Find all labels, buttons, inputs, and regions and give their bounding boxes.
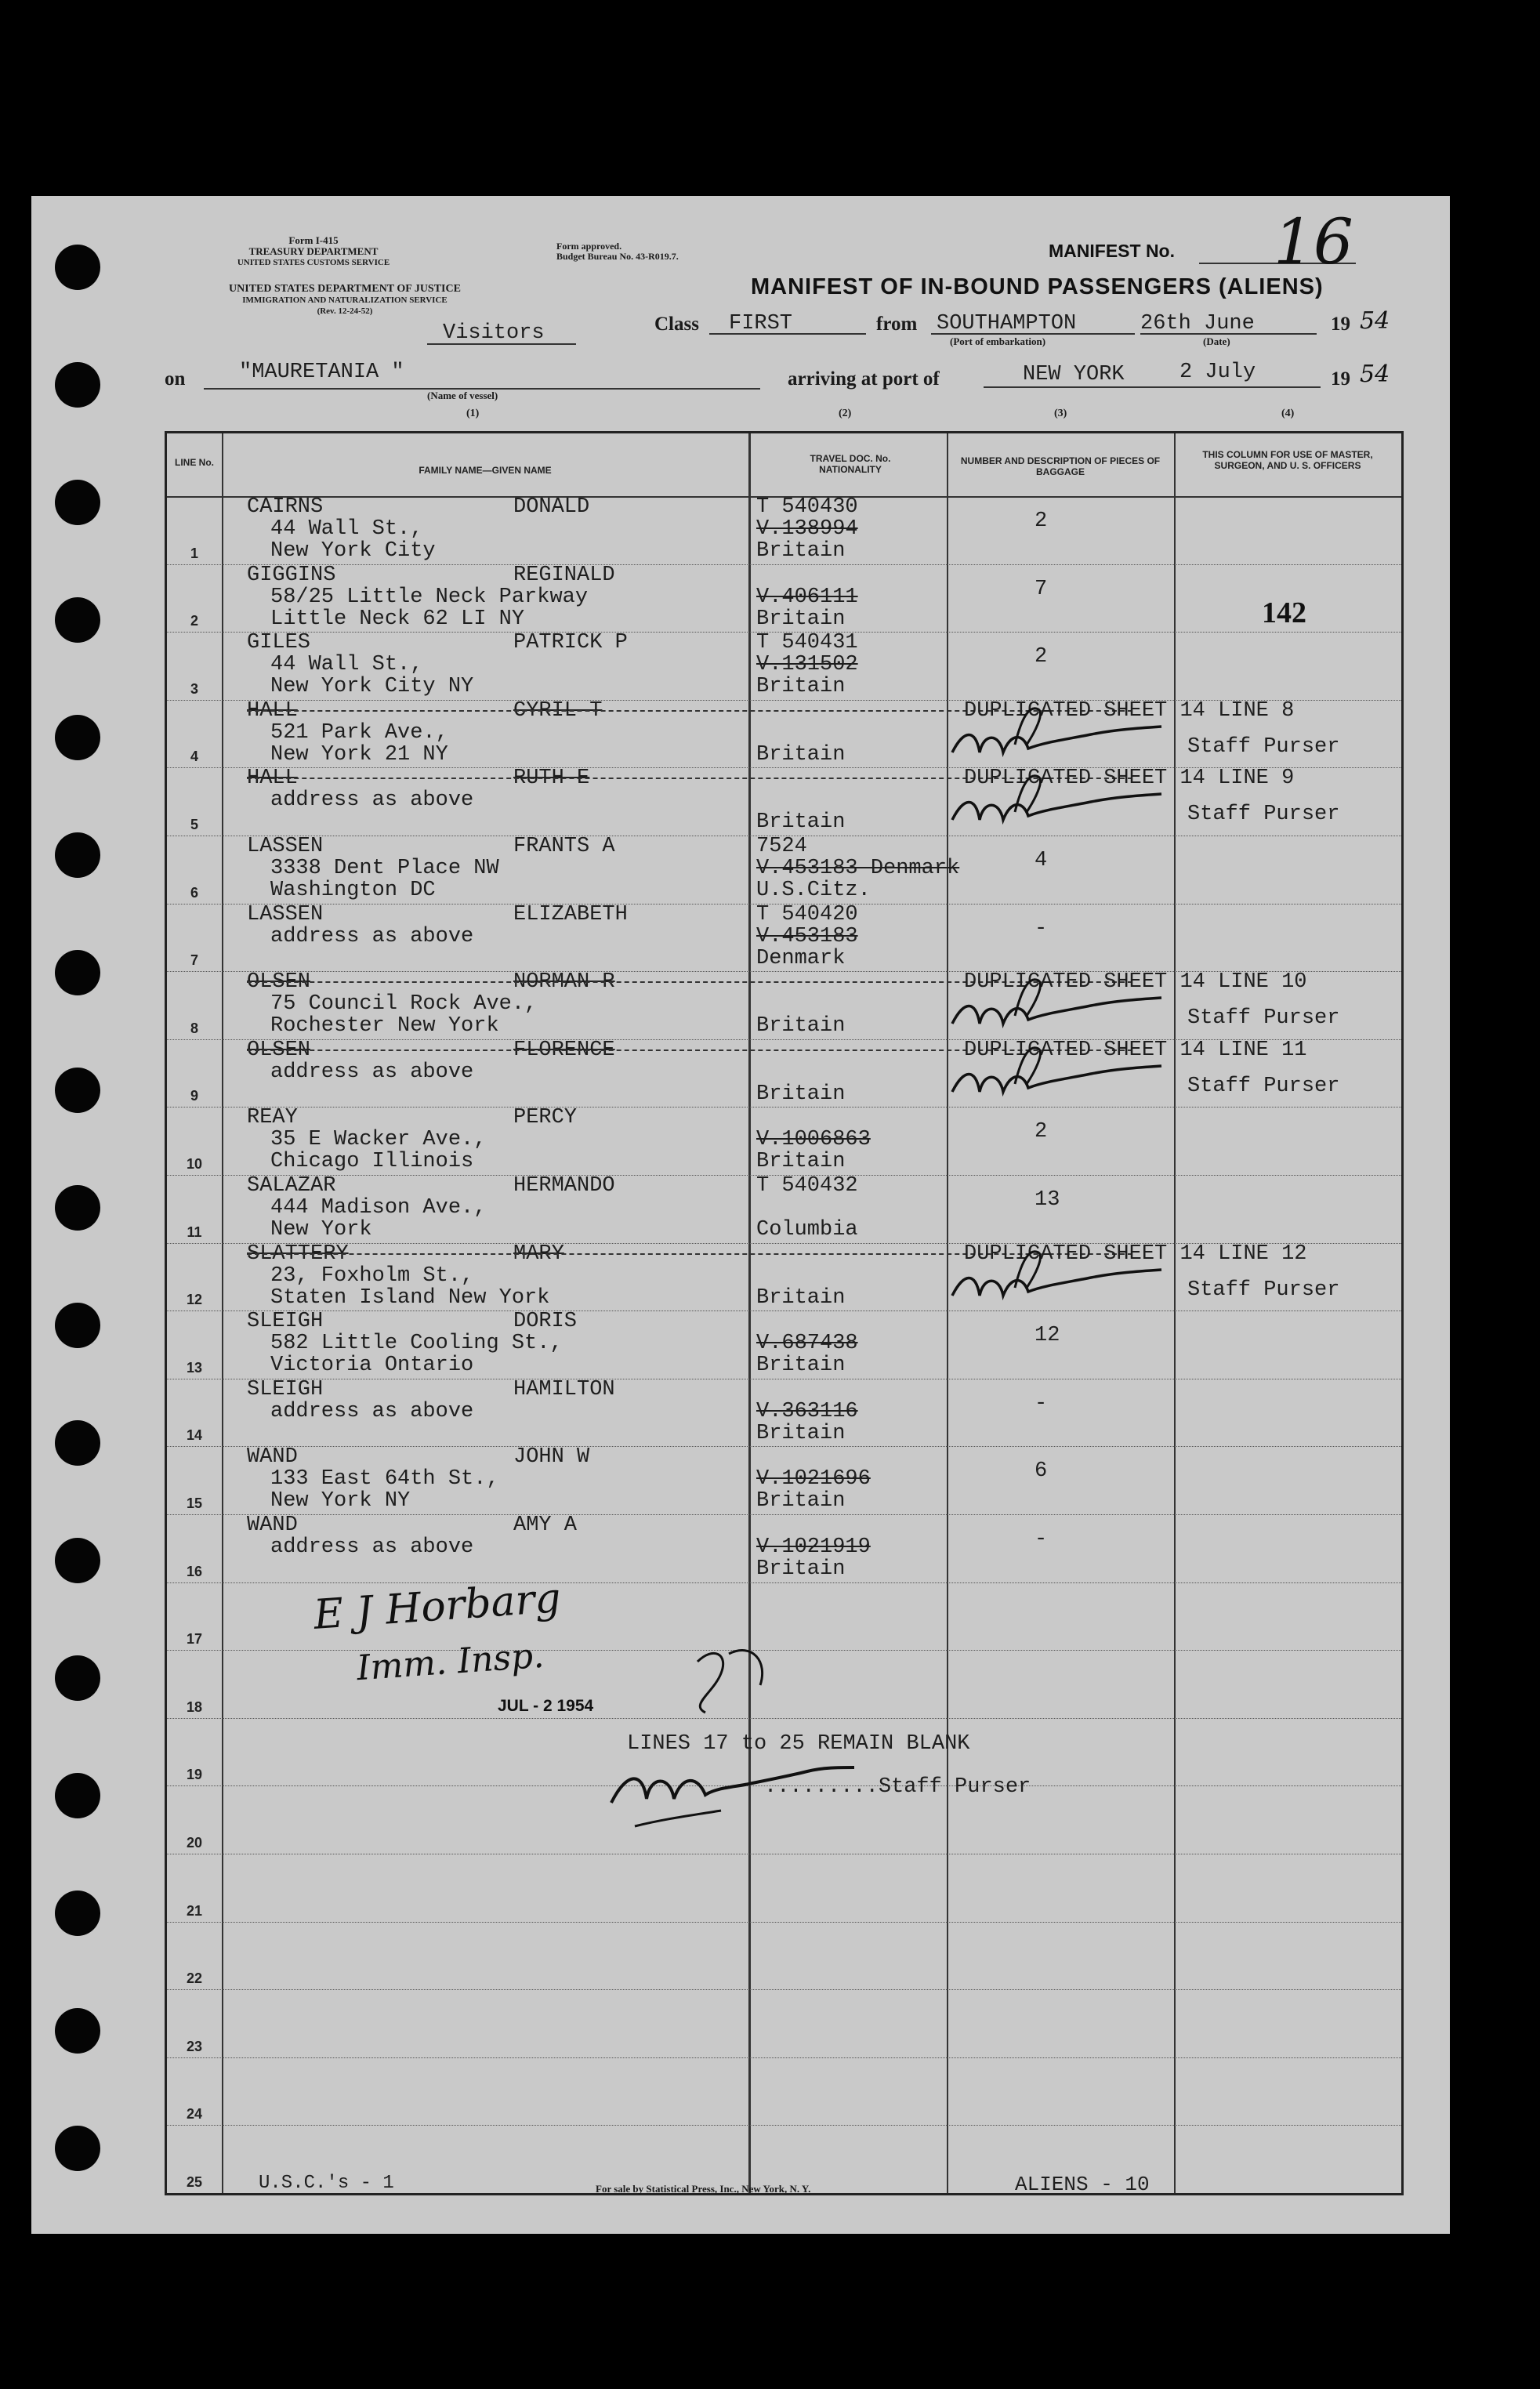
page-title: MANIFEST OF IN-BOUND PASSENGERS (ALIENS) <box>751 274 1324 299</box>
dept-customs: UNITED STATES CUSTOMS SERVICE <box>237 258 390 267</box>
visitors-label: Visitors <box>443 321 545 345</box>
nationality: Britain <box>756 810 846 835</box>
line-number: 5 <box>190 817 198 832</box>
purser-initials <box>944 705 1195 768</box>
duplicated-note: DUPLICATED SHEET 14 LINE 12 <box>964 1242 1307 1266</box>
passenger-address-1: 44 Wall St., <box>270 653 423 677</box>
line-number: 9 <box>190 1088 198 1104</box>
row-separator <box>167 2057 1401 2058</box>
arrival-port: NEW YORK <box>1023 363 1125 386</box>
passenger-given-name: CYRIL T <box>513 698 603 723</box>
passenger-address-2: New York City NY <box>270 675 474 699</box>
nationality: Britain <box>756 1354 846 1378</box>
line-number: 11 <box>187 1224 202 1240</box>
footer-publisher: For sale by Statistical Press, Inc., New York, N. Y. <box>596 2183 811 2195</box>
nationality: Columbia <box>756 1218 858 1242</box>
duplicated-note: DUPLICATED SHEET 14 LINE 9 <box>964 767 1295 791</box>
line-number: 20 <box>186 1835 203 1851</box>
travel-doc-2: V.1006863 <box>756 1128 871 1152</box>
arriving-label: arriving at port of <box>788 368 940 390</box>
manifest-number: 16 <box>1274 205 1353 278</box>
col-officers: THIS COLUMN FOR USE OF MASTER, SURGEON, AND U. S. OFFICERS <box>1202 449 1373 471</box>
line-number: 14 <box>186 1427 203 1444</box>
passenger-given-name: FRANTS A <box>513 835 615 858</box>
passenger-address-2: Rochester New York <box>270 1014 499 1039</box>
staff-purser-label: Staff Purser <box>1187 1074 1340 1098</box>
binder-hole <box>55 362 100 408</box>
binder-hole <box>55 245 100 290</box>
travel-doc-2: V.363116 <box>756 1399 858 1423</box>
passenger-address-2: New York City <box>270 539 436 563</box>
row-separator <box>167 1446 1401 1447</box>
class-value: FIRST <box>729 312 793 335</box>
class-label: Class <box>654 314 699 335</box>
dept-justice: UNITED STATES DEPARTMENT OF JUSTICE <box>229 283 461 295</box>
form-dept-block <box>165 284 525 317</box>
nationality: Britain <box>756 1285 846 1310</box>
form-approved: Form approved. <box>556 241 622 252</box>
passenger-given-name: REGINALD <box>513 563 615 587</box>
travel-doc-1: 7524 <box>756 835 807 858</box>
line-number: 19 <box>186 1767 203 1783</box>
passenger-family-name: SLATTERY <box>247 1242 349 1266</box>
passenger-family-name: WAND <box>247 1514 298 1537</box>
binder-hole <box>55 1303 100 1348</box>
passenger-address-1: address as above <box>270 1535 474 1559</box>
binder-hole <box>55 2008 100 2054</box>
passenger-address-2: Chicago Illinois <box>270 1150 474 1174</box>
binder-hole <box>55 1655 100 1701</box>
date-stamp: JUL - 2 1954 <box>498 1697 594 1715</box>
line-number: 22 <box>186 1970 203 1987</box>
passenger-family-name: CAIRNS <box>247 495 324 519</box>
binder-hole <box>55 832 100 878</box>
travel-doc-2: V.406111 <box>756 585 858 609</box>
line-number: 10 <box>186 1156 203 1172</box>
nationality: Britain <box>756 539 846 563</box>
line-number: 2 <box>190 613 198 629</box>
nationality: Britain <box>756 1489 846 1514</box>
col-num-4: (4) <box>1281 408 1295 419</box>
passenger-address-2: Little Neck 62 LI NY <box>270 607 525 631</box>
line-number: 21 <box>186 1902 203 1919</box>
line-number: 16 <box>186 1563 203 1579</box>
line-number: 18 <box>186 1698 203 1715</box>
passenger-family-name: SLEIGH <box>247 1377 324 1401</box>
passenger-address-1: address as above <box>270 1060 474 1084</box>
purser-signature <box>603 1638 901 1842</box>
on-label: on <box>165 368 186 390</box>
travel-doc-1: T 540431 <box>756 631 858 655</box>
form-budget: Budget Bureau No. 43-R019.7. <box>556 251 679 262</box>
line-number: 3 <box>190 680 198 697</box>
passenger-address-2: Victoria Ontario <box>270 1354 474 1378</box>
passenger-address-2: Staten Island New York <box>270 1285 550 1310</box>
travel-doc-1: T 540432 <box>756 1174 858 1198</box>
line-number: 6 <box>190 884 198 901</box>
col-baggage: NUMBER AND DESCRIPTION OF PIECES OF BAGGAGE <box>960 455 1161 477</box>
passenger-given-name: AMY A <box>513 1514 578 1537</box>
binder-hole <box>55 1538 100 1583</box>
passenger-address-1: 444 Madison Ave., <box>270 1196 487 1220</box>
year-prefix: 19 <box>1331 314 1350 335</box>
travel-doc-2: V.453183 Denmark <box>756 857 960 880</box>
passenger-address-2: Washington DC <box>270 879 436 902</box>
line-number: 23 <box>186 2038 203 2054</box>
line-number: 24 <box>186 2106 203 2123</box>
col-name: FAMILY NAME—GIVEN NAME <box>419 465 552 476</box>
passenger-address-1: address as above <box>270 788 474 813</box>
duplicated-note: DUPLICATED SHEET 14 LINE 11 <box>964 1038 1307 1062</box>
passenger-address-2: New York 21 NY <box>270 742 448 767</box>
passenger-given-name: PATRICK P <box>513 631 628 655</box>
passenger-given-name: PERCY <box>513 1106 578 1130</box>
nationality: Britain <box>756 607 846 631</box>
line-number: 1 <box>190 545 198 561</box>
col-doc: TRAVEL DOC. No. NATIONALITY <box>810 453 891 475</box>
passenger-family-name: LASSEN <box>247 835 324 858</box>
staff-purser-label: Staff Purser <box>1187 1006 1340 1031</box>
travel-doc-2: V.131502 <box>756 653 858 677</box>
baggage-count: 4 <box>1035 849 1048 872</box>
binder-hole <box>55 1891 100 1936</box>
staff-purser-label: Staff Purser <box>1187 734 1340 759</box>
embark-caption: (Port of embarkation) <box>950 335 1046 347</box>
col-num-3: (3) <box>1054 408 1067 419</box>
vessel-caption: (Name of vessel) <box>427 390 498 401</box>
passenger-family-name: OLSEN <box>247 970 311 995</box>
from-label: from <box>876 314 918 335</box>
col-num-2: (2) <box>839 408 852 419</box>
passenger-family-name: OLSEN <box>247 1038 311 1062</box>
passenger-address-1: 133 East 64th St., <box>270 1467 499 1492</box>
passenger-given-name: NORMAN R <box>513 970 615 995</box>
passenger-address-2: New York <box>270 1218 372 1242</box>
baggage-count: 7 <box>1035 577 1048 601</box>
inspector-title: Imm. Insp. <box>355 1635 545 1689</box>
nationality: Britain <box>756 1421 846 1445</box>
line-number: 13 <box>186 1359 203 1376</box>
travel-doc-2: V.138994 <box>756 517 858 541</box>
nationality: U.S.Citz. <box>756 879 871 902</box>
passenger-family-name: SALAZAR <box>247 1174 336 1198</box>
nationality: Britain <box>756 1082 846 1106</box>
passenger-given-name: ELIZABETH <box>513 902 628 926</box>
binder-hole <box>55 1773 100 1818</box>
nationality: Britain <box>756 1150 846 1174</box>
form-id: Form I-415 <box>288 234 339 246</box>
passenger-address-1: 58/25 Little Neck Parkway <box>270 585 589 609</box>
blank-lines-note: LINES 17 to 25 REMAIN BLANK <box>627 1732 970 1756</box>
duplicated-note: DUPLICATED SHEET 14 LINE 10 <box>964 970 1307 995</box>
vessel-name: "MAURETANIA " <box>239 361 404 384</box>
nationality: Denmark <box>756 946 846 970</box>
footer-left: U.S.C.'s - 1 <box>259 2173 394 2194</box>
line-number: 17 <box>186 1631 203 1648</box>
passenger-given-name: JOHN W <box>513 1445 590 1470</box>
passenger-address-1: 35 E Wacker Ave., <box>270 1128 487 1152</box>
purser-initials <box>944 773 1195 836</box>
travel-doc-2: V.1021919 <box>756 1535 871 1559</box>
purser-initials <box>944 1249 1195 1311</box>
date-caption: (Date) <box>1203 335 1230 347</box>
year-prefix-2: 19 <box>1331 368 1350 390</box>
form-approval <box>556 241 679 262</box>
passenger-address-2: New York NY <box>270 1489 411 1514</box>
col-line: LINE No. <box>175 457 214 468</box>
col-num-1: (1) <box>466 408 480 419</box>
passenger-given-name: DONALD <box>513 495 590 519</box>
binder-hole <box>55 480 100 525</box>
purser-initials <box>944 1045 1195 1107</box>
year-embark: 54 <box>1360 307 1390 335</box>
baggage-count: 2 <box>1035 1120 1048 1144</box>
passenger-address-1: address as above <box>270 924 474 948</box>
form-rev: (Rev. 12-24-52) <box>317 306 373 316</box>
binder-hole <box>55 1068 100 1113</box>
inspector-signature: E J Horbarg <box>312 1575 563 1639</box>
passenger-given-name: DORIS <box>513 1310 578 1334</box>
passenger-address-1: 75 Council Rock Ave., <box>270 992 538 1017</box>
binder-hole <box>55 1185 100 1231</box>
passenger-address-1: address as above <box>270 1399 474 1423</box>
baggage-count: 2 <box>1035 509 1048 533</box>
passenger-given-name: MARY <box>513 1242 564 1266</box>
purser-initials <box>944 977 1195 1039</box>
footer-right: ALIENS - 10 <box>1015 2173 1150 2196</box>
binder-hole <box>55 597 100 643</box>
duplicated-note: DUPLICATED SHEET 14 LINE 8 <box>964 698 1295 723</box>
passenger-family-name: GILES <box>247 631 311 655</box>
line-number: 25 <box>186 2174 203 2190</box>
baggage-count: 6 <box>1035 1459 1048 1484</box>
passenger-address-1: 582 Little Cooling St., <box>270 1332 563 1356</box>
embark-date: 26th June <box>1140 312 1255 335</box>
passenger-address-1: 3338 Dent Place NW <box>270 857 499 880</box>
row-separator <box>167 1514 1401 1515</box>
manifest-no-label: MANIFEST No. <box>1049 241 1175 261</box>
officer-stamp-number: 142 <box>1262 596 1306 629</box>
staff-purser-label: Staff Purser <box>1187 1278 1340 1302</box>
travel-doc-1: T 540420 <box>756 902 858 926</box>
nationality: Britain <box>756 742 846 767</box>
travel-doc-2: V.1021696 <box>756 1467 871 1492</box>
passenger-family-name: REAY <box>247 1106 298 1130</box>
baggage-count: 12 <box>1035 1324 1060 1348</box>
row-separator <box>167 564 1401 565</box>
passenger-address-1: 521 Park Ave., <box>270 720 448 745</box>
row-separator <box>167 1582 1401 1583</box>
passenger-given-name: RUTH E <box>513 767 590 791</box>
baggage-count: 2 <box>1035 645 1048 669</box>
line-number: 7 <box>190 952 198 969</box>
travel-doc-2: V.453183 <box>756 924 858 948</box>
binder-hole <box>55 1420 100 1466</box>
binder-hole <box>55 950 100 995</box>
baggage-count: - <box>1035 1391 1048 1416</box>
passenger-given-name: FLORENCE <box>513 1038 615 1062</box>
line-number: 4 <box>190 749 198 765</box>
row-separator <box>167 2125 1401 2126</box>
row-separator <box>167 1989 1401 1990</box>
staff-purser-label: Staff Purser <box>1187 803 1340 827</box>
baggage-count: 13 <box>1035 1188 1060 1212</box>
nationality: Britain <box>756 1557 846 1581</box>
nationality: Britain <box>756 1014 846 1039</box>
passenger-family-name: GIGGINS <box>247 563 336 587</box>
row-separator <box>167 1922 1401 1923</box>
passenger-family-name: WAND <box>247 1445 298 1470</box>
passenger-family-name: SLEIGH <box>247 1310 324 1334</box>
dept-treasury: TREASURY DEPARTMENT <box>248 245 379 257</box>
baggage-count: - <box>1035 1528 1048 1551</box>
form-id-block <box>196 235 431 268</box>
binder-hole <box>55 2126 100 2171</box>
nationality: Britain <box>756 675 846 699</box>
passenger-family-name: HALL <box>247 698 298 723</box>
baggage-count: - <box>1035 916 1048 941</box>
embark-port: SOUTHAMPTON <box>937 312 1077 335</box>
passenger-given-name: HERMANDO <box>513 1174 615 1198</box>
line-number: 8 <box>190 1020 198 1036</box>
blank-lines-purser: .........Staff Purser <box>764 1775 1031 1799</box>
passenger-given-name: HAMILTON <box>513 1377 615 1401</box>
arrival-date: 2 July <box>1179 361 1256 384</box>
year-arrival: 54 <box>1360 361 1390 388</box>
line-number: 15 <box>186 1495 203 1511</box>
passenger-family-name: LASSEN <box>247 902 324 926</box>
passenger-address-1: 44 Wall St., <box>270 517 423 541</box>
travel-doc-1: T 540430 <box>756 495 858 519</box>
travel-doc-2: V.687438 <box>756 1332 858 1356</box>
passenger-address-1: 23, Foxholm St., <box>270 1263 474 1288</box>
passenger-family-name: HALL <box>247 767 298 791</box>
line-number: 12 <box>186 1292 203 1308</box>
dept-ins: IMMIGRATION AND NATURALIZATION SERVICE <box>242 295 448 305</box>
binder-hole <box>55 715 100 760</box>
